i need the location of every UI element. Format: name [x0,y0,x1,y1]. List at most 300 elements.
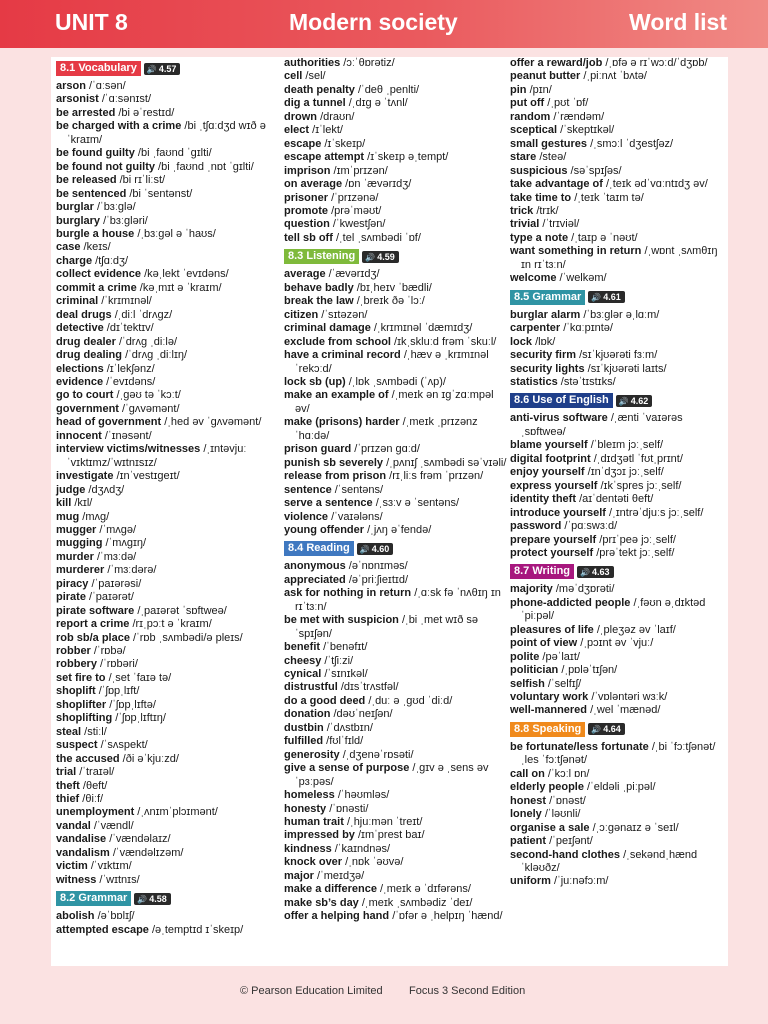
headword: voluntary work [510,691,589,704]
audio-track-button[interactable] [577,566,614,578]
pronunciation: /ɪkˌskluːd frəm ˈskuːl/ [394,335,497,348]
headword: security lights [510,362,585,375]
word-entry [284,178,510,191]
word-entry [284,843,510,856]
headword: criminal damage [284,322,371,335]
pronunciation: /ˈskeptɪkəl/ [560,124,615,137]
pronunciation: /pɪn/ [529,83,552,96]
headword: deal drugs [56,308,112,321]
pronunciation: /ˈʃɒpˌlɪftɪŋ/ [115,712,166,725]
pronunciation: /ˈsɪnɪkəl/ [324,668,368,681]
headword: lock [510,335,533,348]
headword: burglar [56,201,94,214]
section-label: 8.2 Grammar [56,891,131,906]
pronunciation: /əˌtemptɪd ɪˈskeɪp/ [152,923,244,936]
audio-track-button[interactable] [357,543,394,555]
word-entry [510,808,726,821]
pronunciation: /ˈmɜːdə/ [96,550,137,563]
pronunciation: /ˈvændəlaɪz/ [109,833,171,846]
word-entry [284,295,510,308]
audio-track-number: 4.61 [603,292,621,303]
word-entry [56,806,278,819]
headword: burglar alarm [510,308,581,321]
word-entry [56,591,278,604]
pronunciation: /ˌɪntrəˈdjuːs jɔːˌself/ [609,506,704,519]
pronunciation: /ˌpʊt ˈɒf/ [547,97,589,110]
word-entry [284,695,510,708]
word-entry [510,57,726,70]
word-entry [284,470,510,483]
word-entry [510,534,726,547]
headword: robber [56,645,91,658]
audio-track-number: 4.64 [603,724,621,735]
headword: dustbin [284,721,324,734]
word-entry [510,322,726,335]
word-entry [56,645,278,658]
pronunciation: /ˌnɒk ˈəʊvə/ [345,856,404,869]
section-label: 8.8 Speaking [510,722,585,737]
word-entry [56,295,278,308]
pronunciation: /ˌdʒenəˈrɒsəti/ [342,748,414,761]
pronunciation: /ˌset ˈfaɪə tə/ [108,671,172,684]
headword: security firm [510,349,577,362]
word-entry [284,511,510,524]
headword: death penalty [284,83,355,96]
word-entry [56,120,278,147]
headword: human trait [284,816,344,829]
pronunciation: /aɪˈdentəti θeft/ [579,493,654,506]
pronunciation: /dəʊˈneɪʃən/ [333,708,393,721]
pronunciation: /ˌpleʒəz əv ˈlaɪf/ [596,623,676,636]
pronunciation: /ɪmˈprɪzən/ [333,164,388,177]
pronunciation: /ˌmeɪk ˌprɪzənz ˈhɑːdə/ [295,416,478,442]
pronunciation: /ˌteɪk ədˈvɑːntɪdʒ əv/ [605,178,708,191]
headword: pin [510,83,527,96]
headword: patient [510,835,547,848]
headword: knock over [284,856,343,869]
headword: trivial [510,218,540,231]
pronunciation: /lɒk/ [535,335,556,348]
pronunciation: /kəˌlekt ˈevɪdəns/ [144,268,229,281]
pronunciation: /ˈbɜːgləri/ [103,214,148,227]
headword: rob sb/a place [56,631,130,644]
word-entry [284,111,510,124]
word-entry [510,781,726,794]
headword: protect yourself [510,546,594,559]
word-entry [284,268,510,281]
word-entry [56,847,278,860]
headword: have a criminal record [284,349,401,362]
pronunciation: /dɪˈtektɪv/ [106,322,154,335]
pronunciation: /ˈkaɪndnəs/ [334,842,391,855]
word-entry [284,443,510,456]
pronunciation: /ˈsɪtəzən/ [321,308,368,321]
pronunciation: /ɪˈlekʃənz/ [106,362,155,375]
headword: question [284,218,330,231]
section-header [284,249,510,264]
pronunciation: /ði əˈkjuːzd/ [122,752,179,765]
headword: cynical [284,668,322,681]
word-entry [56,739,278,752]
word-entry [56,228,278,241]
pronunciation: /ˈgʌvəmənt/ [122,402,180,415]
headword: make an example of [284,389,389,402]
word-entry [284,165,510,178]
headword: escape [284,137,322,150]
headword: politician [510,664,559,677]
pronunciation: /ɔːˈθɒrətiz/ [343,57,395,69]
word-entry [284,735,510,748]
pronunciation: /ˈwelkəm/ [559,272,607,285]
column-2 [284,57,510,924]
headword: offer a helping hand [284,910,390,923]
pronunciation: /ɪˈskeɪp əˌtempt/ [367,151,449,164]
headword: victim [56,860,88,873]
word-entry [510,336,726,349]
pronunciation: /ˌpiːnʌt ˈbʌtə/ [583,70,647,83]
word-entry [284,762,510,789]
pronunciation: /ˈkwestʃən/ [332,218,386,231]
word-entry [284,749,510,762]
pronunciation: /ɪmˈprest baɪ/ [357,829,425,842]
audio-track-number: 4.62 [630,395,649,406]
headword: type a note [510,231,569,244]
pronunciation: /rɪˌliːs frəm ˈprɪzən/ [389,470,484,483]
audio-track-button[interactable] [588,291,625,303]
pronunciation: /ˈtraɪəl/ [79,766,115,779]
word-entry [56,632,278,645]
pronunciation: /ˈʃɒpˌlɪft/ [98,685,140,698]
headword: trick [510,204,534,217]
pronunciation: /ˌkrɪmɪnəl ˈdæmɪdʒ/ [373,322,473,335]
word-entry [56,524,278,537]
pronunciation: /ˈrɒbəri/ [100,658,138,671]
word-entry [510,741,726,768]
word-entry [56,268,278,281]
headword: call on [510,767,545,780]
pronunciation: /ˈhəʊmləs/ [337,789,390,802]
headword: mugger [56,523,97,536]
word-entry [56,672,278,685]
word-entry [284,668,510,681]
headword: sentence [284,483,332,496]
headword: innocent [56,429,102,442]
word-entry [56,497,278,510]
pronunciation: /ˈvændəlɪzəm/ [112,846,184,859]
headword: homeless [284,789,335,802]
pronunciation: /ˌsmɔːl ˈdʒestʃəz/ [590,137,674,150]
headword: statistics [510,375,558,388]
pronunciation: /bi rɪˈliːst/ [119,174,166,187]
pronunciation: /θeft/ [82,779,108,792]
word-entry [510,97,726,110]
word-entry [284,910,510,923]
word-entry [510,84,726,97]
pronunciation: /ˈɪnəsənt/ [104,429,152,442]
word-entry [56,537,278,550]
pronunciation: /səˈspɪʃəs/ [570,164,622,177]
pronunciation: /bi ˌfaʊnd ˈgɪlti/ [137,147,212,160]
headword: report a crime [56,618,130,631]
pronunciation: /ˈrændəm/ [553,110,605,123]
headword: judge [56,483,86,496]
header-bar [0,0,768,48]
pronunciation: /ˌbreɪk ðə ˈlɔː/ [356,295,425,308]
section-label: 8.5 Grammar [510,290,585,305]
pronunciation: /pəˈlaɪt/ [542,650,580,663]
word-entry [510,795,726,808]
word-entry [56,484,278,497]
pronunciation: /ˌænti ˈvaɪərəs ˌsɒftweə/ [521,412,683,438]
headword: abolish [56,910,95,923]
word-entry [56,726,278,739]
headword: government [56,402,119,415]
audio-track-button[interactable] [362,251,399,263]
pronunciation: /ˈvɒləntəri wɜːk/ [591,691,668,704]
headword: elderly people [510,781,584,794]
word-entry [510,547,726,560]
pronunciation: /ˌmeɪk ˌsʌmbədiz ˈdeɪ/ [361,896,473,909]
headword: lock sb (up) [284,375,346,388]
headword: collect evidence [56,268,141,281]
section-header [510,564,726,579]
word-entry [56,255,278,268]
headword: organise a sale [510,821,590,834]
pronunciation: /ˌdɪdʒətl ˈfʊtˌprɪnt/ [593,452,683,465]
headword: anti-virus software [510,412,608,425]
pronunciation: /ˈkɑːpɪntə/ [563,322,613,335]
pronunciation: /ˌduː ə ˌgʊd ˈdiːd/ [368,694,453,707]
pronunciation: /ˌpɔɪnt əv ˈvjuː/ [580,637,654,650]
pronunciation: /mʌg/ [82,510,110,523]
headword: small gestures [510,137,588,150]
headword: phone-addicted people [510,596,631,609]
pronunciation: /ɪˈlekt/ [312,124,343,137]
word-entry [56,363,278,376]
headword: majority [510,583,553,596]
word-entry [56,403,278,416]
headword: appreciated [284,573,346,586]
headword: murder [56,550,94,563]
pronunciation: /ˈbenəfɪt/ [323,641,368,654]
headword: point of view [510,637,578,650]
headword: want something in return [510,245,642,258]
word-entry [284,574,510,587]
pronunciation: /ˈmɜːdərə/ [107,564,157,577]
pronunciation: /ˈwɪtnɪs/ [99,873,140,886]
pronunciation: /ˈkɔːl ɒn/ [547,767,590,780]
pronunciation: /ˈevɪdəns/ [106,375,156,388]
section-label: 8.6 Use of English [510,393,613,408]
pronunciation: /ˈɒnəst/ [549,794,586,807]
word-entry [284,218,510,231]
word-entry [284,124,510,137]
word-entry [284,57,510,70]
word-entry [56,174,278,187]
pronunciation: /ˌsɜːv ə ˈsentəns/ [375,497,460,510]
pronunciation: /ˌgɪv ə ˌsens əv ˈpɜːpəs/ [295,762,489,788]
pronunciation: /ɪnˈdʒɔɪ jɔːˌself/ [587,466,664,479]
word-entry [56,511,278,524]
headword: imprison [284,164,331,177]
column-3 [510,57,726,889]
pronunciation: /rɪˌpɔːt ə ˈkraɪm/ [132,618,212,631]
word-entry [56,161,278,174]
speaker-icon: 🔊 [146,64,157,74]
pronunciation: /ˈsʌspekt/ [100,739,148,752]
pronunciation: /ˈɑːsənɪst/ [101,93,152,106]
pronunciation: /ˌpɒləˈtɪʃən/ [561,664,618,677]
pronunciation: /ˌhæv ə ˌkrɪmɪnəl ˈrekɔːd/ [295,349,489,375]
pronunciation: /ˈbɜːglər əˌlɑːm/ [583,308,660,321]
headword: case [56,241,81,254]
headword: be sentenced [56,187,127,200]
audio-track-button[interactable] [616,395,653,407]
pronunciation: /ɪnˈvestɪgeɪt/ [116,470,180,483]
word-entry [510,507,726,520]
word-entry [510,70,726,83]
headword: unemployment [56,806,135,819]
word-entry [284,829,510,842]
audio-track-number: 4.58 [149,893,167,904]
pronunciation: /prɪˈpeə jɔːˌself/ [599,533,676,546]
pronunciation: /fʊlˈfɪld/ [326,735,364,748]
word-entry [284,524,510,537]
headword: offer a reward/job [510,57,603,69]
headword: ask for nothing in return [284,587,412,600]
speaker-icon: 🔊 [591,293,602,303]
word-entry [284,789,510,802]
pronunciation: /ˈævərɪdʒ/ [328,268,380,281]
headword: vandal [56,819,91,832]
headword: stare [510,151,537,164]
headword: password [510,520,562,533]
word-entry [56,618,278,631]
word-list-panel [51,57,728,966]
word-entry [510,624,726,637]
pronunciation: /sel/ [305,70,326,83]
word-entry [510,218,726,231]
headword: elect [284,124,310,137]
word-entry [56,605,278,618]
headword: random [510,110,551,123]
word-entry [284,560,510,573]
audio-track-button[interactable] [144,63,181,75]
word-entry [284,856,510,869]
headword: trial [56,766,77,779]
word-entry [56,309,278,322]
pronunciation: /ˈvændl/ [93,819,134,832]
section-header [56,891,278,906]
pronunciation: /ˌteɪk ˈtaɪm tə/ [574,191,644,204]
word-entry [56,430,278,443]
headword: prisoner [284,191,329,204]
headword: break the law [284,295,354,308]
word-entry [284,803,510,816]
word-entry [510,704,726,717]
headword: donation [284,708,331,721]
speaker-icon: 🔊 [580,567,590,577]
pronunciation: /ˌmeɪk ən ɪgˈzɑːmpəl əv/ [295,389,494,415]
audio-track-button[interactable] [134,893,171,905]
pronunciation: /ˌtaɪp ə ˈnəʊt/ [571,231,638,244]
headword: tell sb off [284,231,333,244]
pronunciation: /ˈʃɒpˌlɪftə/ [109,698,156,711]
word-entry [56,753,278,766]
word-entry [284,349,510,376]
headword: thief [56,793,80,806]
word-entry [510,412,726,439]
pronunciation: /ˌɑːsk fə ˈnʌθɪŋ ɪn rɪˈtɜːn/ [295,587,501,613]
pronunciation: /ˈɒnəsti/ [329,802,369,815]
word-entry [56,874,278,887]
word-entry [56,658,278,671]
pronunciation: /ˈpeɪʃənt/ [549,835,593,848]
pronunciation: /dɪsˈtrʌstfəl/ [340,681,399,694]
pronunciation: /ˈpaɪərəsi/ [91,577,142,590]
pronunciation: /əˈpriːʃieɪtɪd/ [348,573,408,586]
word-entry [510,453,726,466]
page-title: Modern society [289,9,458,35]
headword: violence [284,510,329,523]
headword: selfish [510,677,545,690]
pronunciation: /ɒn ˈævərɪdʒ/ [345,178,412,191]
headword: criminal [56,295,99,308]
headword: drug dealer [56,335,116,348]
pronunciation: /ˌfəʊn əˌdɪktəd ˈpiːpəl/ [521,596,706,623]
headword: well-mannered [510,704,588,717]
headword: suspect [56,739,98,752]
pronunciation: /ˌmeɪk ə ˈdɪfərəns/ [380,883,471,896]
word-entry [510,349,726,362]
word-entry [284,708,510,721]
word-entry [284,883,510,896]
headword: investigate [56,470,114,483]
section-label: 8.4 Reading [284,541,354,556]
speaker-icon: 🔊 [365,252,376,262]
headword: take advantage of [510,178,603,191]
pronunciation: /ˌbɜːgəl ə ˈhaʊs/ [137,227,216,240]
headword: be fortunate/less fortunate [510,740,649,753]
headword: be found not guilty [56,160,155,173]
headword: pleasures of life [510,623,594,636]
word-entry [56,766,278,779]
pronunciation: /sɪˈkjʊərəti fɜːm/ [579,349,658,362]
word-entry [56,93,278,106]
word-entry [284,192,510,205]
word-entry [510,192,726,205]
headword: suspicious [510,164,568,177]
pronunciation: /ˌʌnɪmˈplɔɪmənt/ [137,806,218,819]
pronunciation: /ˌpʌnɪʃ ˌsʌmbədi səˈvɪəli/ [386,456,507,469]
headword: go to court [56,389,114,402]
word-entry [510,637,726,650]
headword: escape attempt [284,151,365,164]
headword: burgle a house [56,227,135,240]
word-entry [510,309,726,322]
audio-track-button[interactable] [588,723,625,735]
word-entry [510,111,726,124]
pronunciation: /bi ˌtʃɑːdʒd wɪð ə ˈkraɪm/ [67,120,266,146]
copyright-text: © Pearson Education Limited [240,985,383,997]
headword: average [284,268,326,281]
audio-track-number: 4.63 [592,566,610,577]
word-entry [510,124,726,137]
pronunciation: /ˌwɒnt ˌsʌmθɪŋ ɪn rɪˈtɜːn/ [521,245,718,271]
headword: cell [284,70,303,83]
headword: drug dealing [56,349,122,362]
word-entry [56,215,278,228]
